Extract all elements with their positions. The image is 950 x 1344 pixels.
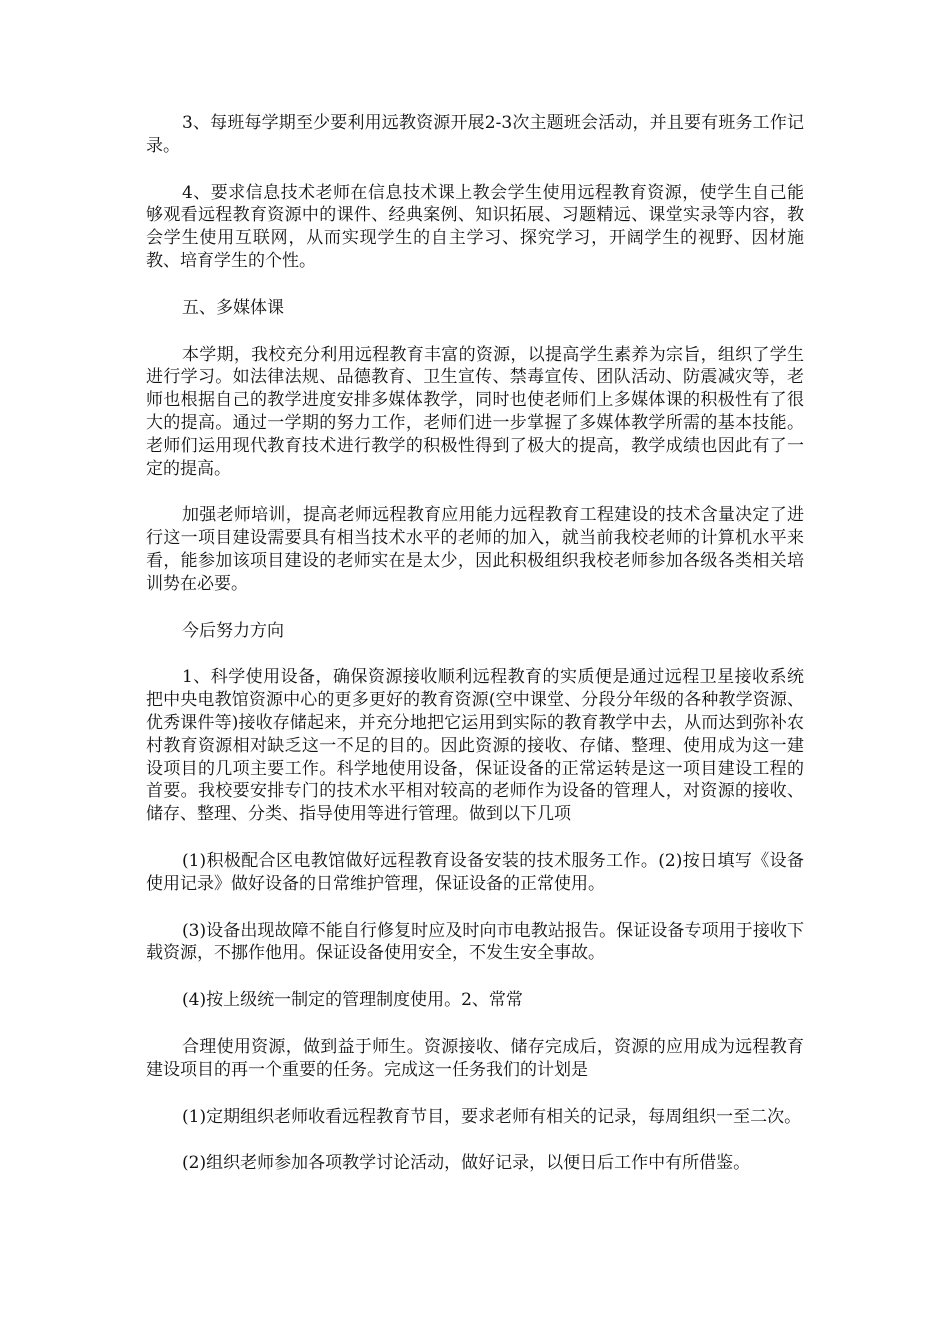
section-heading-future-direction: 今后努力方向 <box>182 620 284 641</box>
paragraph-item-4: (4)按上级统一制定的管理制度使用。2、常常 <box>182 990 523 1011</box>
paragraph-multimedia-semester: 本学期，我校充分利用远程教育丰富的资源，以提高学生素养为宗旨，组织了学生进行学习。如法律法规、品德教育、卫生宣传、禁毒宣传、团队活动、防震减灾等，老师也根据自己的教学进度安排多媒体教学，同时也使老师们上多媒体课的积极性有了很大的提高。通过一学期的努力工作，老师们进一步掌握了多媒体教学所需的基本技能。老师们运用现代教育技术进行教学的积极性得到了极大的提高，教学成绩也因此有了一定的提高。 <box>146 344 804 479</box>
paragraph-resource-usage: 合理使用资源，做到益于师生。资源接收、储存完成后，资源的应用成为远程教育建设项目的再一个重要的任务。完成这一任务我们的计划是 <box>146 1036 804 1080</box>
paragraph-item-1-2: (1)积极配合区电教馆做好远程教育设备安装的技术服务工作。(2)按日填写《设备使用记录》做好设备的日常维护管理，保证设备的正常使用。 <box>146 850 804 894</box>
paragraph-it-teacher-requirement: 4、要求信息技术老师在信息技术课上教会学生使用远程教育资源，使学生自己能够观看远程教育资源中的课件、经典案例、知识拓展、习题精远、课堂实录等内容，教会学生使用互联网，从而实现学生的自主学习、探究学习，开阔学生的视野、因材施教、培育学生的个性。 <box>146 182 804 271</box>
paragraph-class-meeting-records: 3、每班每学期至少要利用远教资源开展2-3次主题班会活动，并且要有班务工作记录。 <box>146 113 804 156</box>
paragraph-plan-item-2: (2)组织老师参加各项教学讨论活动，做好记录，以便日后工作中有所借鉴。 <box>182 1153 751 1174</box>
section-heading-multimedia: 五、多媒体课 <box>182 297 284 318</box>
paragraph-item-3: (3)设备出现故障不能自行修复时应及时向市电教站报告。保证设备专项用于接收下载资源，不挪作他用。保证设备使用安全，不发生安全事故。 <box>146 920 804 964</box>
paragraph-plan-item-1: (1)定期组织老师收看远程教育节目，要求老师有相关的记录，每周组织一至二次。 <box>182 1106 802 1127</box>
paragraph-teacher-training: 加强老师培训，提高老师远程教育应用能力远程教育工程建设的技术含量决定了进行这一项目建设需要具有相当技术水平的老师的加入，就当前我校老师的计算机水平来看，能参加该项目建设的老师实在是太少，因此积极组织我校老师参加各级各类相关培训势在必要。 <box>146 505 804 594</box>
paragraph-equipment-usage: 1、科学使用设备，确保资源接收顺利远程教育的实质便是通过远程卫星接收系统把中央电教馆资源中心的更多更好的教育资源(空中课堂、分段分年级的各种教学资源、优秀课件等)接收存储起来，并充分地把它运用到实际的教育教学中去，从而达到弥补农村教育资源相对缺乏这一不足的目的。因此资源的接收、存储、整理、使用成为这一建设项目的几项主要工作。科学地使用设备，保证设备的正常运转是这一项目建设工程的首要。我校要安排专门的技术水平相对较高的老师作为设备的管理人，对资源的接收、储存、整理、分类、指导使用等进行管理。做到以下几项 <box>146 667 804 825</box>
